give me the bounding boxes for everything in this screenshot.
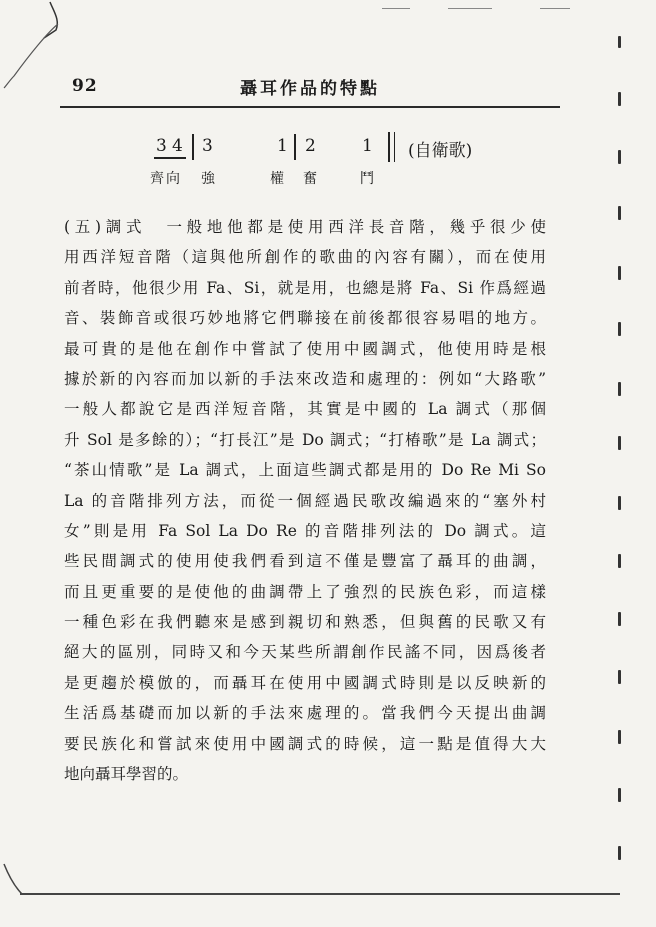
note: 4 [172, 136, 183, 156]
text-line: 用西洋短音階（這與他所創作的歌曲的內容有關），而在使用 [64, 248, 546, 267]
lyric: 齊向 [150, 171, 182, 187]
running-title: 聶耳作品的特點 [240, 79, 380, 99]
bar-line [192, 134, 194, 160]
text-line: 據於新的內容而加以新的手法來改造和處理的：例如“大路歌” [64, 369, 546, 388]
text-line: “茶山情歌”是 La 調式，上面這些調式都是用的 Do Re Mi So [64, 461, 546, 480]
text-line: 音、裝飾音或很巧妙地將它們聯接在前後都很容易唱的地方。 [64, 309, 546, 328]
page-bottom-edge [20, 893, 620, 895]
text-line: 要民族化和嘗試來使用中國調式的時候，這一點是值得大大 [64, 734, 546, 753]
note-underline [154, 157, 186, 159]
note: 3 [202, 136, 213, 156]
binding-mark [618, 612, 621, 626]
note: 3 [156, 136, 167, 156]
scan-edge-line [382, 8, 410, 9]
text-line: 而且更重要的是使他的曲調帶上了強烈的民族色彩，而這樣 [64, 582, 546, 601]
binding-mark [618, 322, 621, 336]
corner-scribble [0, 0, 80, 90]
bar-line [394, 132, 395, 162]
binding-mark [618, 846, 621, 860]
text-line: 前者時，他很少用 Fa、Si，就是用，也總是將 Fa、Si 作爲經過 [64, 278, 546, 297]
bar-line [388, 132, 390, 162]
lyric: 鬥 [360, 171, 376, 187]
song-source: (自衛歌) [408, 141, 473, 161]
scan-edge-line [448, 8, 492, 9]
lyric: 權 [270, 171, 286, 187]
binding-mark [618, 92, 621, 106]
body-paragraph [64, 212, 546, 789]
text-line: 升 Sol 是多餘的）；“打長江”是 Do 調式；“打椿歌”是 La 調式； [64, 430, 546, 449]
binding-mark [618, 730, 621, 744]
binding-mark [618, 554, 621, 568]
binding-mark [618, 266, 621, 280]
notation-example [150, 132, 570, 192]
text-line: La 的音階排列方法，而從一個經過民歌改編過來的“塞外村 [64, 491, 546, 510]
binding-mark [618, 496, 621, 510]
text-line: 一種色彩在我們聽來是感到親切和熟悉，但與舊的民歌又有 [64, 613, 546, 632]
text-line: 生活爲基礎而加以新的手法來處理的。當我們今天提出曲調 [64, 704, 546, 723]
text-line: 一般人都說它是西洋短音階，其實是中國的 La 調式（那個 [64, 400, 546, 419]
bottom-left-scribble [0, 860, 60, 920]
text-line: (五)調式 一般地他都是使用西洋長音階，幾乎很少使 [64, 218, 546, 236]
text-line: 些民間調式的使用使我們看到這不僅是豐富了聶耳的曲調， [64, 552, 546, 571]
text-line: 最可貴的是他在創作中嘗試了使用中國調式，他使用時是根 [64, 339, 546, 358]
lyric: 強 [201, 171, 217, 187]
binding-mark [618, 670, 621, 684]
header-rule [60, 106, 560, 108]
page-number: 92 [72, 76, 98, 96]
binding-mark [618, 382, 621, 396]
binding-mark [618, 206, 621, 220]
note: 2 [305, 136, 316, 156]
text-line: 女”則是用 Fa Sol La Do Re 的音階排列法的 Do 調式。這 [64, 521, 546, 540]
binding-mark [618, 788, 621, 802]
scan-edge-line [540, 8, 570, 9]
lyric: 奮 [303, 171, 319, 187]
note: 1 [277, 136, 288, 156]
bar-line [294, 134, 296, 160]
binding-mark [618, 36, 621, 48]
binding-mark [618, 150, 621, 164]
text-line: 地向聶耳學習的。 [64, 765, 189, 784]
note: 1 [362, 136, 373, 156]
binding-mark [618, 436, 621, 450]
text-line: 絕大的區別，同時又和今天某些所謂創作民謠不同，因爲後者 [64, 643, 546, 662]
text-line: 是更趨於模倣的，而聶耳在使用中國調式時則是以反映新的 [64, 673, 546, 692]
